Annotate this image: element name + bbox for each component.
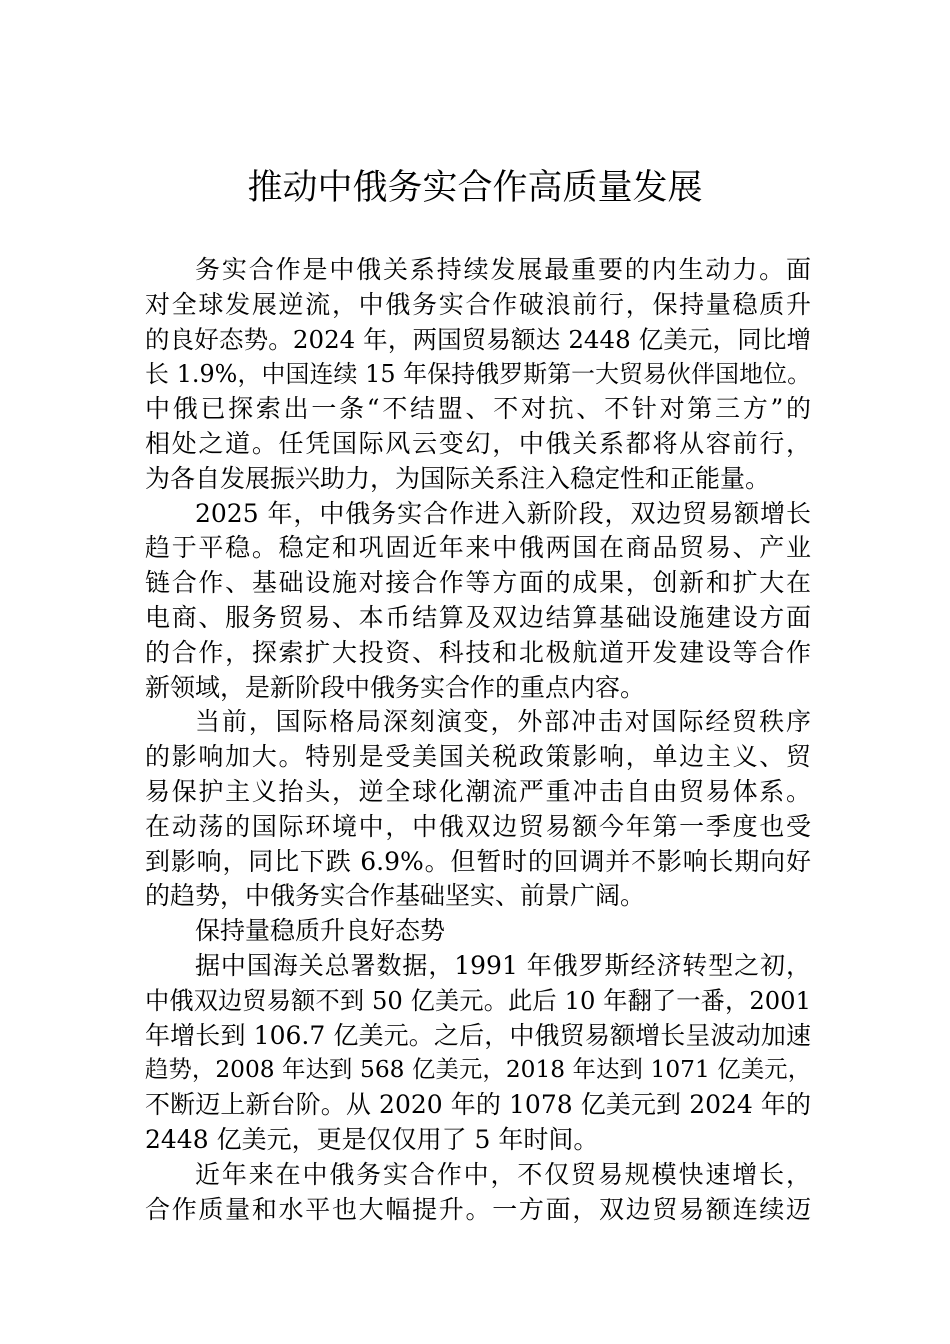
text-line: 近年来在中俄务实合作中，不仅贸易规模快速增长，	[195, 1159, 811, 1189]
text-line: 对全球发展逆流，中俄务实合作破浪前行，保持量稳质升	[145, 289, 811, 319]
text-line: 链合作、基础设施对接合作等方面的成果，创新和扩大在	[145, 568, 811, 598]
text-line: 相处之道。任凭国际风云变幻，中俄关系都将从容前行，	[145, 428, 811, 458]
text-line: 据中国海关总署数据，1991 年俄罗斯经济转型之初，	[195, 950, 811, 980]
text-line: 合作质量和水平也大幅提升。一方面，双边贸易额连续迈	[145, 1194, 811, 1224]
document-body	[145, 253, 811, 1227]
text-line: 在动荡的国际环境中，中俄双边贸易额今年第一季度也受	[145, 811, 811, 841]
text-line: 新领域，是新阶段中俄务实合作的重点内容。	[145, 672, 646, 702]
text-line: 2025 年，中俄务实合作进入新阶段，双边贸易额增长	[195, 498, 811, 528]
text-line: 为各自发展振兴助力，为国际关系注入稳定性和正能量。	[145, 463, 771, 493]
text-line: 2448 亿美元，更是仅仅用了 5 年时间。	[145, 1124, 599, 1154]
text-line: 的影响加大。特别是受美国关税政策影响，单边主义、贸	[145, 742, 811, 772]
document-title: 推动中俄务实合作高质量发展	[247, 168, 703, 208]
text-line: 的合作，探索扩大投资、科技和北极航道开发建设等合作	[145, 637, 811, 667]
text-line: 到影响，同比下跌 6.9%。但暂时的回调并不影响长期向好	[145, 846, 811, 876]
text-line: 趋势，2008 年达到 568 亿美元，2018 年达到 1071 亿美元，	[145, 1056, 811, 1084]
text-line: 保持量稳质升良好态势	[195, 916, 446, 946]
text-line: 当前，国际格局深刻演变，外部冲击对国际经贸秩序	[195, 707, 811, 737]
text-line: 年增长到 106.7 亿美元。之后，中俄贸易额增长呈波动加速	[145, 1020, 811, 1050]
text-line: 的趋势，中俄务实合作基础坚实、前景广阔。	[145, 881, 646, 911]
text-line: 电商、服务贸易、本币结算及双边结算基础设施建设方面	[145, 602, 811, 632]
text-line: 不断迈上新台阶。从 2020 年的 1078 亿美元到 2024 年的	[145, 1090, 811, 1120]
text-line: 中俄双边贸易额不到 50 亿美元。此后 10 年翻了一番，2001	[145, 986, 811, 1015]
text-line: 务实合作是中俄关系持续发展最重要的内生动力。面	[195, 255, 811, 284]
text-line: 易保护主义抬头，逆全球化潮流严重冲击自由贸易体系。	[145, 776, 811, 806]
text-line: 中俄已探索出一条“不结盟、不对抗、不针对第三方”的	[145, 394, 811, 424]
text-line: 趋于平稳。稳定和巩固近年来中俄两国在商品贸易、产业	[145, 533, 811, 563]
text-line: 长 1.9%，中国连续 15 年保持俄罗斯第一大贸易伙伴国地位。	[145, 360, 811, 389]
text-line: 的良好态势。2024 年，两国贸易额达 2448 亿美元，同比增	[145, 324, 811, 354]
